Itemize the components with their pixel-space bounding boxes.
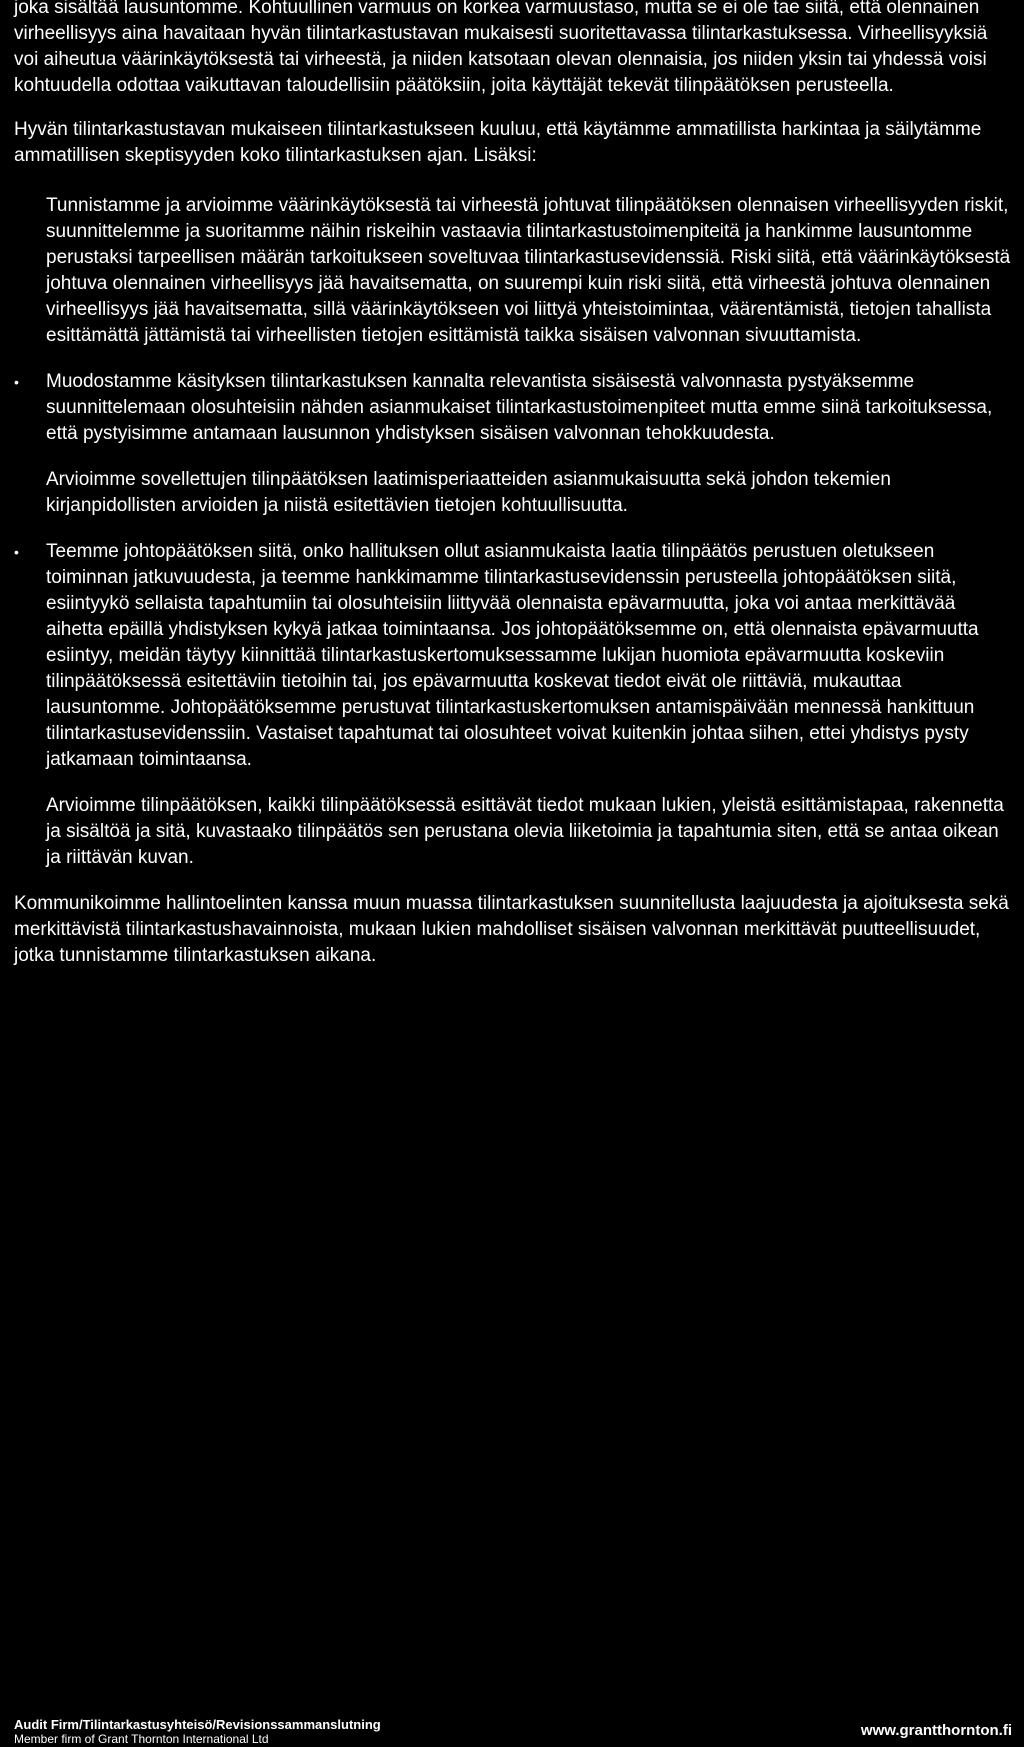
list-item-subtext: Arvioimme tilinpäätöksen, kaikki tilinpäätöksessä esittävät tiedot mukaan lukien, yleistä esittämistapaa, rakennetta ja sisältöä ja sitä, kuvastaako tilinpäätös sen perustana olevia liiketoimia ja tapahtumia siten, että se antaa oikean ja riittävän kuvan. [46, 795, 1004, 868]
page-footer [14, 1717, 1012, 1747]
footer-website-link[interactable]: www.grantthornton.fi [860, 1722, 1012, 1739]
list-item-text: Teemme johtopäätöksen siitä, onko hallituksen ollut asianmukaista laatia tilinpäätös perustuen oletukseen toiminnan jatkuvuudesta, ja teemme hankkimamme tilintarkastusevidenssin perusteella johtopäätöksen siitä, esiintyykö sellaista tapahtumiin tai olosuhteisiin liittyvää olennaista epävarmuutta, joka voi antaa merkittävää aihetta epäillä yhdistyksen kykyä jatkaa toimintaansa. Jos johtopäätöksemme on, että olennaista epävarmuutta esiintyy, meidän täytyy kiinnittää tilintarkastuskertomuksessamme lukijan huomiota epävarmuutta koskeviin tilinpäätöksessä esitettäviin tietoihin tai, jos epävarmuutta koskevat tiedot eivät ole riittäviä, mukauttaa lausuntomme. Johtopäätöksemme perustuvat tilintarkastuskertomuksen antamispäivään mennessä hankittuun tilintarkastusevidenssiin. Vastaiset tapahtumat tai olosuhteet voivat kuitenkin johtaa siihen, ettei yhdistys pysty jatkamaan toimintaansa. [46, 541, 979, 770]
list-item-text: Tunnistamme ja arvioimme väärinkäytöksestä tai virheestä johtuvat tilinpäätöksen olennaisen virheellisyyden riskit, suunnittelemme ja suoritamme näihin riskeihin vastaavia tilintarkastustoimenpiteitä ja hankimme lausuntomme perustaksi tarpeellisen määrän tarkoitukseen soveltuvaa tilintarkastusevidenssiä. Riski siitä, että väärinkäytöksestä johtuva olennainen virheellisyys jää havaitsematta, on suurempi kuin riski siitä, että virheestä johtuva olennainen virheellisyys jää havaitsematta, sillä väärinkäytökseen voi liittyä yhteistoimintaa, väärentämistä, tietojen tahallista esittämättä jättämistä tai virheellisten tietojen esittämistä taikka sisäisen valvonnan sivuuttamista. [46, 195, 1011, 346]
list-item [14, 369, 1014, 519]
paragraph-professional-judgement: Hyvän tilintarkastustavan mukaiseen tilintarkastukseen kuuluu, että käytämme ammatillista harkintaa ja säilytämme ammatillisen skeptisyyden koko tilintarkastuksen ajan. Lisäksi: [14, 119, 982, 166]
list-item-text: Muodostamme käsityksen tilintarkastuksen kannalta relevantista sisäisestä valvonnasta pystyäksemme suunnittelemaan olosuhteisiin nähden asianmukaiset tilintarkastustoimenpiteet mutta emme siinä tarkoituksessa, että pystyisimme antamaan lausunnon yhdistyksen sisäisen valvonnan tehokkuudesta. [46, 371, 993, 444]
paragraph-audit-assurance: joka sisältää lausuntomme. Kohtuullinen varmuus on korkea varmuustaso, mutta se ei ole tae siitä, että olennainen virheellisyys aina havaitaan hyvän tilintarkastustavan mukaisesti suoritettavassa tilintarkastuksessa. Virheellisyyksiä voi aiheutua väärinkäytöksestä tai virheestä, ja niiden katsotaan olevan olennaisia, jos niiden yksin tai yhdessä voisi kohtuudella odottaa vaikuttavan taloudellisiin päätöksiin, joita käyttäjät tekevät tilinpäätöksen perusteella. [14, 0, 988, 96]
list-item [14, 193, 1014, 349]
list-item [14, 539, 1014, 871]
footer-membership: Member firm of Grant Thornton International Ltd [14, 1732, 269, 1746]
bullet-icon: • [14, 544, 19, 560]
bullet-icon: • [14, 374, 19, 390]
document-page [14, 0, 1014, 969]
audit-procedures-list [14, 193, 1014, 871]
footer-firm-name: Audit Firm/Tilintarkastusyhteisö/Revisionssammanslutning [14, 1717, 381, 1732]
paragraph-communication: Kommunikoimme hallintoelinten kanssa muun muassa tilintarkastuksen suunnitellusta laajuudesta ja ajoituksesta sekä merkittävistä tilintarkastushavainnoista, mukaan lukien mahdolliset sisäisen valvonnan merkittävät puutteellisuudet, jotka tunnistamme tilintarkastuksen aikana. [14, 893, 1009, 966]
list-item-subtext: Arvioimme sovellettujen tilinpäätöksen laatimisperiaatteiden asianmukaisuutta sekä johdon tekemien kirjanpidollisten arvioiden ja niistä esitettävien tietojen kohtuullisuutta. [46, 469, 891, 516]
